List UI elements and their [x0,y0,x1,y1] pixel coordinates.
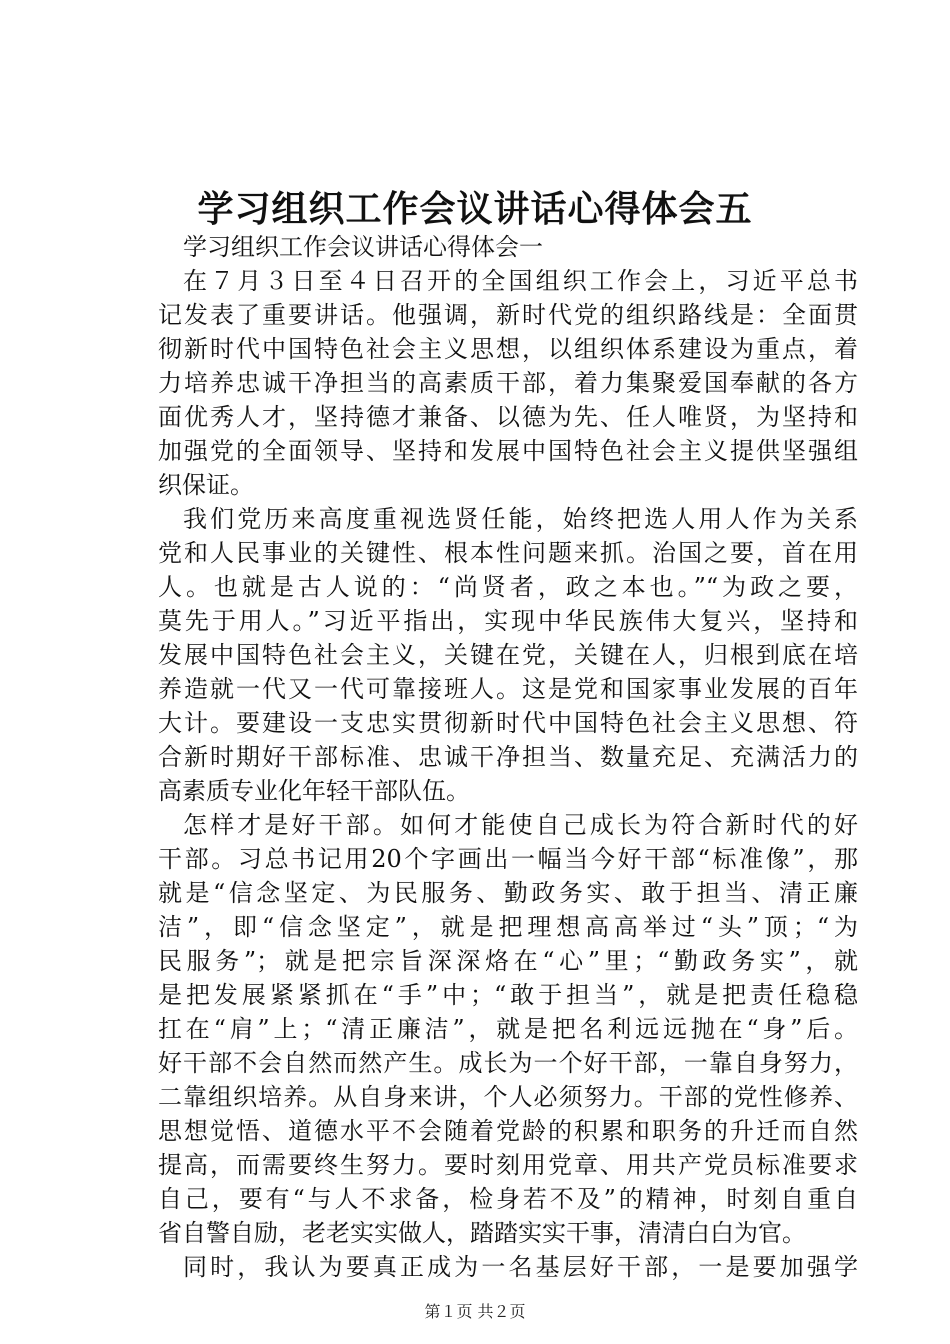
body-line: 扛在“肩”上；“清正廉洁”，就是把名利远远抛在“身”后。 [158,1015,858,1043]
body-line: 加强党的全面领导、坚持和发展中国特色社会主义提供坚强组 [158,437,858,465]
body-line: 提高，而需要终生努力。要时刻用党章、用共产党员标准要求 [158,1151,858,1179]
body-line: 莫先于用人。”习近平指出，实现中华民族伟大复兴，坚持和 [158,607,858,635]
body-line: 干部。习总书记用20个字画出一幅当今好干部“标准像”，那 [158,845,858,873]
body-line: 是把发展紧紧抓在“手”中；“敢于担当”，就是把责任稳稳 [158,981,858,1009]
body-line: 人。也就是古人说的：“尚贤者，政之本也。”“为政之要， [158,573,858,601]
body-line: 织保证。 [158,471,254,499]
body-line: 高素质专业化年轻干部队伍。 [158,777,470,805]
body-line: 民服务”；就是把宗旨深深烙在“心”里；“勤政务实”，就 [158,947,858,975]
body-line: 发展中国特色社会主义，关键在党，关键在人，归根到底在培 [158,641,858,669]
body-line: 力培养忠诚干净担当的高素质干部，着力集聚爱国奉献的各方 [158,369,858,397]
body-line: 党和人民事业的关键性、根本性问题来抓。治国之要，首在用 [158,539,858,567]
body-line: 记发表了重要讲话。他强调，新时代党的组织路线是：全面贯 [158,301,858,329]
body-line: 省自警自励，老老实实做人，踏踏实实干事，清清白白为官。 [158,1219,806,1247]
body-line: 洁”，即“信念坚定”，就是把理想高高举过“头”顶；“为 [158,913,858,941]
body-line: 自己，要有“与人不求备，检身若不及”的精神，时刻自重自 [158,1185,858,1213]
body-line: 怎样才是好干部。如何才能使自己成长为符合新时代的好 [183,811,858,839]
page-footer: 第１页 共２页 [424,1302,526,1321]
body-line: 面优秀人才，坚持德才兼备、以德为先、任人唯贤，为坚持和 [158,403,858,431]
body-line: 养造就一代又一代可靠接班人。这是党和国家事业发展的百年 [158,675,858,703]
body-line: 合新时期好干部标准、忠诚干净担当、数量充足、充满活力的 [158,743,858,771]
body-line: 好干部不会自然而然产生。成长为一个好干部，一靠自身努力， [158,1049,858,1077]
body-line: 我们党历来高度重视选贤任能，始终把选人用人作为关系 [183,505,858,533]
body-line: 在７月３日至４日召开的全国组织工作会上，习近平总书 [183,267,858,295]
body-line: 思想觉悟、道德水平不会随着党龄的积累和职务的升迁而自然 [158,1117,858,1145]
body-line: 大计。要建设一支忠实贯彻新时代中国特色社会主义思想、符 [158,709,858,737]
document-subtitle: 学习组织工作会议讲话心得体会一 [183,233,543,261]
document-title: 学习组织工作会议讲话心得体会五 [197,188,753,230]
body-line: 彻新时代中国特色社会主义思想，以组织体系建设为重点，着 [158,335,858,363]
body-line: 就是“信念坚定、为民服务、勤政务实、敢于担当、清正廉 [158,879,858,907]
body-line: 二靠组织培养。从自身来讲，个人必须努力。干部的党性修养、 [158,1083,858,1111]
body-line: 同时，我认为要真正成为一名基层好干部，一是要加强学 [183,1253,858,1281]
